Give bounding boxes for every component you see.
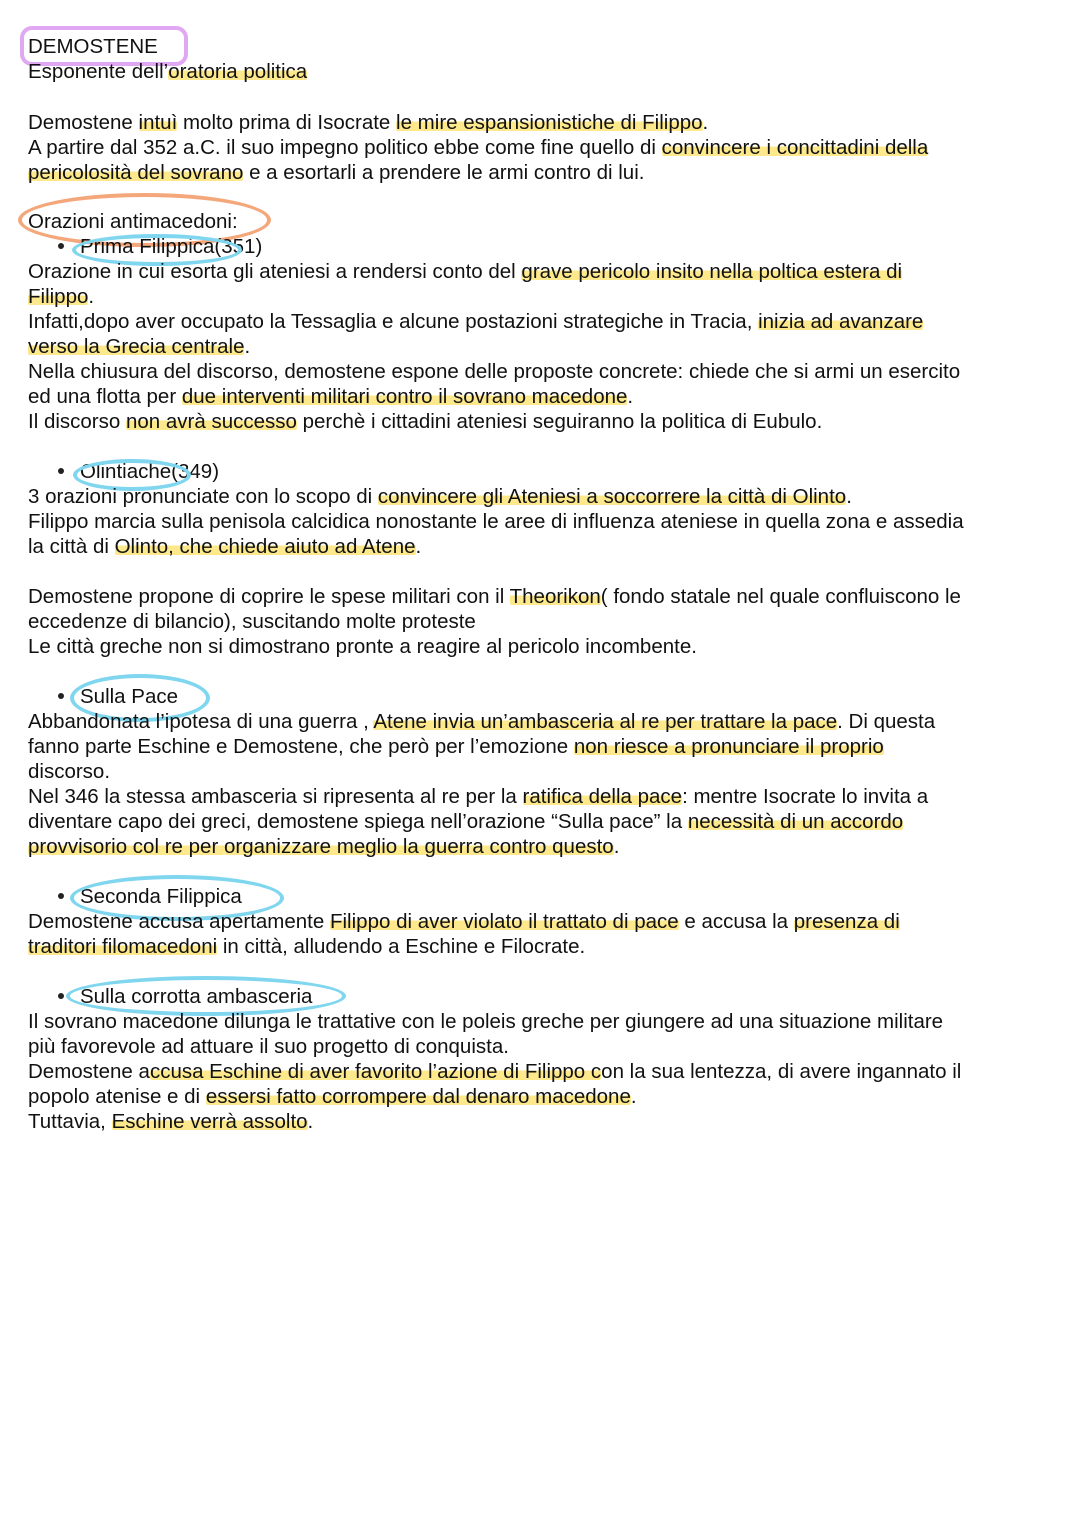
theorikon-line: Le città greche non si dimostrano pronte a reagire al pericolo incombente. (28, 635, 697, 658)
pace-line: fanno parte Eschine e Demostene, che però per l’emozione non riesce a pronunciare il proprio (28, 735, 884, 758)
corrotta-line: Il sovrano macedone dilunga le trattative con le poleis greche per giungere ad una situazione militare (28, 1010, 944, 1033)
bullet-olintiache: Olintiache(349) (28, 459, 219, 484)
olintiache-line: 3 orazioni pronunciate con lo scopo di convincere gli Ateniesi a soccorrere la città di Olinto. (28, 485, 852, 508)
corrotta-line: popolo atenise e di essersi fatto corrompere dal denaro macedone. (28, 1085, 637, 1108)
prima-line: verso la Grecia centrale. (28, 335, 251, 358)
bullet-icon (58, 693, 64, 699)
theorikon-line: Demostene propone di coprire le spese militari con il Theorikon( fondo statale nel quale confluiscono le (28, 585, 961, 608)
pace-line: discorso. (28, 760, 111, 783)
bullet-prima-filippica: Prima Filippica(351) (28, 234, 262, 259)
pace-line: Nel 346 la stessa ambasceria si ripresenta al re per la ratifica della pace: mentre Isocrate lo invita a (28, 785, 929, 808)
intro-line-3: pericolosità del sovrano e a esortarli a prendere le armi contro di lui. (28, 161, 645, 184)
page-title: DEMOSTENE (28, 35, 158, 58)
prima-line: ed una flotta per due interventi militari contro il sovrano macedone. (28, 385, 634, 408)
subtitle: Esponente dell’oratoria politica (28, 60, 308, 83)
seconda-line: Demostene accusa apertamente Filippo di aver violato il trattato di pace e accusa la presenza di (28, 910, 900, 933)
bullet-icon (58, 243, 64, 249)
prima-line: Il discorso non avrà successo perchè i cittadini ateniesi seguiranno la politica di Eubulo. (28, 410, 823, 433)
bullet-icon (58, 993, 64, 999)
section-heading: Orazioni antimacedoni: (28, 210, 238, 233)
intro-line-1: Demostene intuì molto prima di Isocrate le mire espansionistiche di Filippo. (28, 111, 709, 134)
bullet-seconda-filippica: Seconda Filippica (28, 884, 242, 909)
theorikon-line: eccedenze di bilancio), suscitando molte proteste (28, 610, 476, 633)
intro-line-2: A partire dal 352 a.C. il suo impegno politico ebbe come fine quello di convincere i concittadini della (28, 136, 929, 159)
bullet-sulla-pace: Sulla Pace (28, 684, 178, 709)
corrotta-line: Demostene accusa Eschine di aver favorito l’azione di Filippo con la sua lentezza, di avere ingannato il (28, 1060, 962, 1083)
olintiache-line: Filippo marcia sulla penisola calcidica nonostante le aree di influenza ateniese in quella zona e assedia (28, 510, 964, 533)
bullet-icon (58, 468, 64, 474)
pace-line: diventare capo dei greci, demostene spiega nell’orazione “Sulla pace” la necessità di un accordo (28, 810, 904, 833)
prima-line: Nella chiusura del discorso, demostene espone delle proposte concrete: chiede che si armi un esercito (28, 360, 961, 383)
pace-line: provvisorio col re per organizzare meglio la guerra contro questo. (28, 835, 620, 858)
corrotta-line: più favorevole ad attuare il suo progetto di conquista. (28, 1035, 509, 1058)
corrotta-line: Tuttavia, Eschine verrà assolto. (28, 1110, 314, 1133)
bullet-icon (58, 893, 64, 899)
prima-line: Filippo. (28, 285, 95, 308)
olintiache-line: la città di Olinto, che chiede aiuto ad Atene. (28, 535, 422, 558)
pace-line: Abbandonata l’ipotesa di una guerra , Atene invia un’ambasceria al re per trattare la pace. Di questa (28, 710, 936, 733)
bullet-sulla-corrotta-ambasceria: Sulla corrotta ambasceria (28, 984, 312, 1009)
seconda-line: traditori filomacedoni in città, alludendo a Eschine e Filocrate. (28, 935, 586, 958)
prima-line: Orazione in cui esorta gli ateniesi a rendersi conto del grave pericolo insito nella poltica estera di (28, 260, 903, 283)
prima-line: Infatti,dopo aver occupato la Tessaglia e alcune postazioni strategiche in Tracia, inizia ad avanzare (28, 310, 924, 333)
